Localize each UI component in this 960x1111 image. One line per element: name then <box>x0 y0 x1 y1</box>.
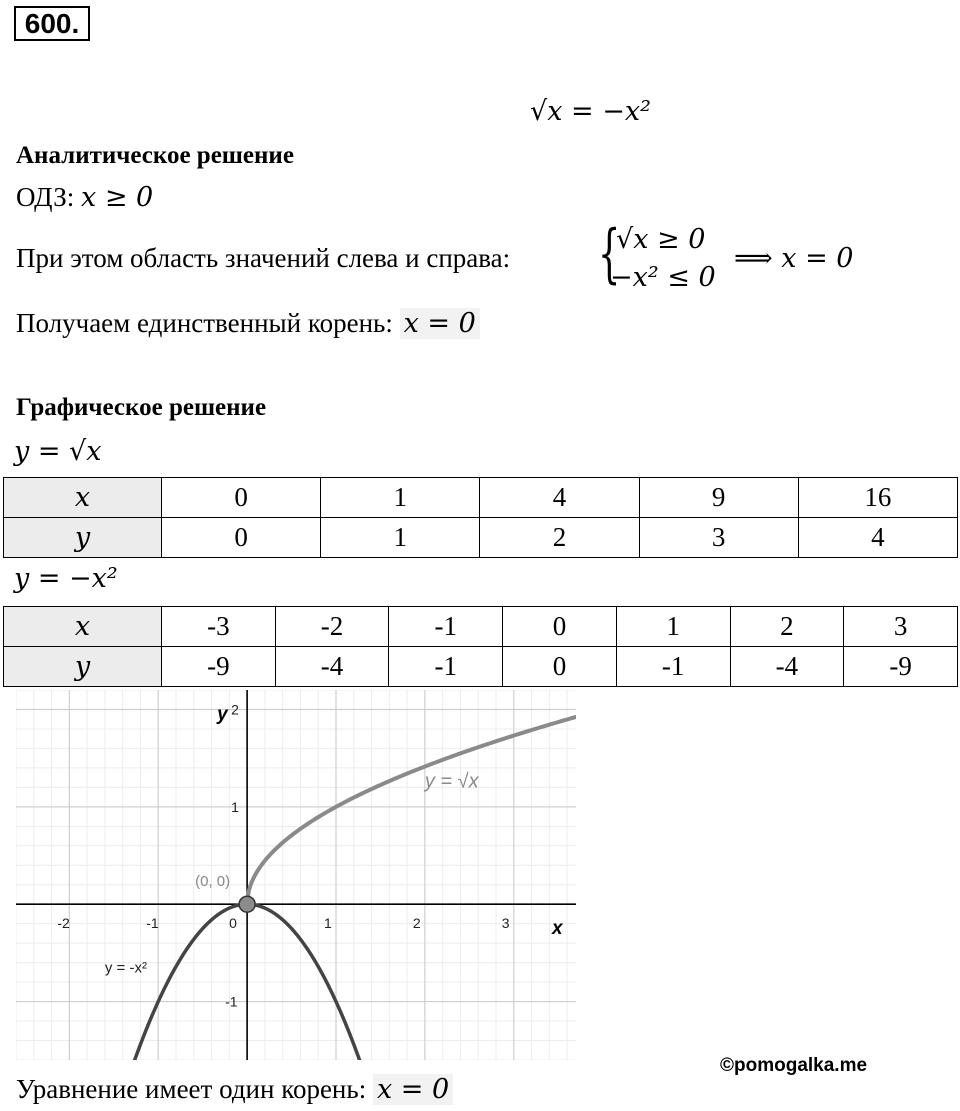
table-row <box>4 518 958 558</box>
function-graph <box>16 690 576 1060</box>
y-tick-label: -1 <box>225 993 238 1010</box>
result-expr: x = 0 <box>400 308 480 339</box>
implication: ⟹ x = 0 <box>734 243 854 274</box>
system-brace: { <box>598 217 621 291</box>
table-header-y: y <box>4 647 162 687</box>
table-cell: 4 <box>798 518 957 558</box>
sqrt-curve-label: y = √x <box>424 770 479 793</box>
table-cell: 0 <box>503 647 617 687</box>
function-1-label: y = √x <box>14 436 102 467</box>
odz-expr: x ≥ 0 <box>81 182 154 213</box>
y-tick-label: 1 <box>231 798 239 815</box>
table-cell: -2 <box>275 607 389 647</box>
table-header-x: x <box>4 478 162 518</box>
conclusion-expr: x = 0 <box>373 1074 453 1105</box>
table-cell: 0 <box>162 518 321 558</box>
table-cell: 3 <box>844 607 958 647</box>
intersection-label: (0, 0) <box>195 873 231 891</box>
values-table-sqrt <box>3 477 958 558</box>
table-cell: 9 <box>639 478 798 518</box>
x-tick-label: 1 <box>324 915 332 932</box>
x-axis-label: x <box>552 918 563 940</box>
table-cell: 0 <box>503 607 617 647</box>
parabola-label: y = -x² <box>104 959 147 977</box>
table-cell: -3 <box>162 607 276 647</box>
table-cell: 1 <box>321 478 480 518</box>
table-row <box>4 478 958 518</box>
analytic-heading: Аналитическое решение <box>16 142 294 169</box>
conclusion-text: Уравнение имеет один корень: <box>16 1074 367 1104</box>
x-tick-label: 0 <box>229 915 237 932</box>
x-tick-label: -1 <box>146 915 159 932</box>
equation: √x = −x² <box>530 96 651 127</box>
x-tick-label: 3 <box>501 915 510 932</box>
table-cell: -1 <box>389 647 503 687</box>
major-grid <box>16 690 576 1060</box>
table-row <box>4 647 958 687</box>
table-cell: -4 <box>730 647 844 687</box>
table-cell: -4 <box>275 647 389 687</box>
intersection-point <box>239 896 255 912</box>
system-line-1: √x ≥ 0 <box>616 224 706 255</box>
problem-number: 600. <box>14 6 90 41</box>
table-cell: 3 <box>639 518 798 558</box>
conclusion-line <box>16 1074 453 1105</box>
table-header-x: x <box>4 607 162 647</box>
minor-grid <box>16 690 576 1060</box>
values-table-parabola <box>3 606 958 687</box>
table-cell: 1 <box>321 518 480 558</box>
result-text: Получаем единственный корень: <box>16 308 393 338</box>
table-cell: -1 <box>389 607 503 647</box>
table-cell: -9 <box>162 647 276 687</box>
table-cell: 0 <box>162 478 321 518</box>
table-cell: -1 <box>616 647 730 687</box>
odz-label: ОДЗ: <box>16 182 75 212</box>
table-cell: 1 <box>616 607 730 647</box>
graphic-heading: Графическое решение <box>16 394 267 421</box>
y-axis-label: y <box>217 704 228 725</box>
watermark: ©pomogalka.me <box>720 1055 868 1076</box>
table-cell: 2 <box>730 607 844 647</box>
sqrt-curve <box>247 717 576 904</box>
inequality-system <box>598 217 728 298</box>
table-cell: -9 <box>844 647 958 687</box>
y-tick-label: 2 <box>231 701 239 718</box>
table-header-y: y <box>4 518 162 558</box>
x-tick-label: -2 <box>57 915 70 932</box>
result-line <box>16 308 480 339</box>
function-2-label: y = −x² <box>14 563 118 594</box>
axes <box>16 690 576 1060</box>
x-tick-label: 2 <box>412 915 421 932</box>
range-text: При этом область значений слева и справа: <box>16 243 511 273</box>
table-row <box>4 607 958 647</box>
odz-line <box>16 182 153 213</box>
curve-labels <box>105 770 480 976</box>
table-cell: 4 <box>480 478 639 518</box>
table-cell: 16 <box>798 478 957 518</box>
table-cell: 2 <box>480 518 639 558</box>
system-line-2: −x² ≤ 0 <box>610 262 716 293</box>
